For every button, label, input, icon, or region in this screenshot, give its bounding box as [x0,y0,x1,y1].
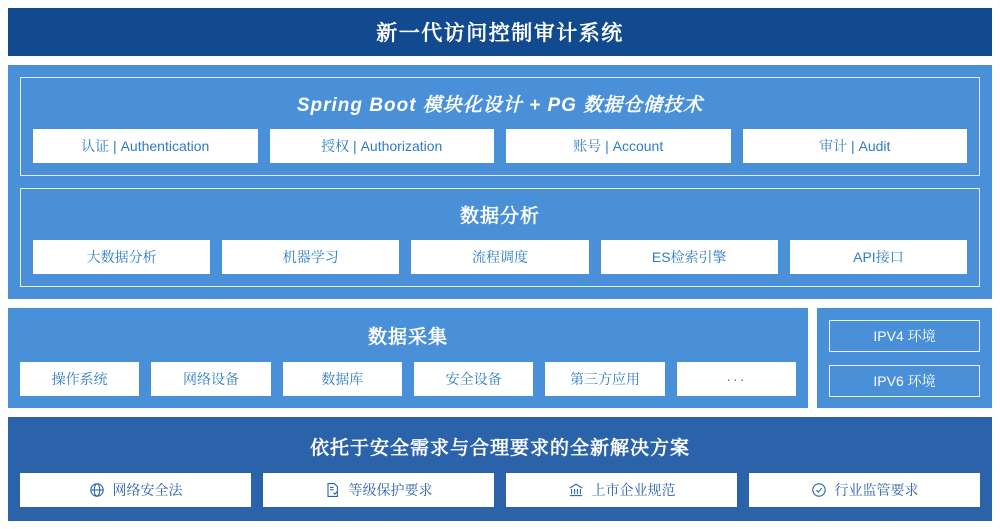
compliance-label-mlps: 等级保护要求 [348,482,433,498]
compliance-label-cybersecurity-law: 网络安全法 [112,482,183,498]
platform-section [8,65,992,299]
collection-item-third-party-app[interactable]: 第三方应用 [545,362,664,396]
analysis-item-process-scheduling[interactable]: 流程调度 [411,240,588,274]
data-analysis-panel [20,188,980,287]
core-item-account[interactable]: 账号 | Account [506,129,731,163]
collection-item-operating-system[interactable]: 操作系统 [20,362,139,396]
core-item-authentication[interactable]: 认证 | Authentication [33,129,258,163]
data-collection-items [20,362,796,396]
bank-icon [568,482,584,498]
compliance-label-industry-regulation: 行业监管要求 [834,482,919,498]
compliance-label-listed-company: 上市企业规范 [591,482,676,498]
core-platform-title: Spring Boot 模块化设计 + PG 数据仓储技术 [296,95,704,116]
network-env-ipv6[interactable]: IPV6 环境 [829,365,980,397]
core-item-authorization[interactable]: 授权 | Authorization [270,129,495,163]
compliance-section [8,417,992,521]
data-collection-title: 数据采集 [367,327,448,348]
data-analysis-items [33,240,967,274]
core-item-audit[interactable]: 审计 | Audit [743,129,968,163]
analysis-item-machine-learning[interactable]: 机器学习 [222,240,399,274]
collection-item-database[interactable]: 数据库 [283,362,402,396]
collection-item-security-device[interactable]: 安全设备 [414,362,533,396]
compliance-item-cybersecurity-law[interactable] [20,473,251,507]
network-environment-panel [817,308,992,408]
core-platform-items [33,129,967,163]
core-platform-panel [20,77,980,176]
compliance-title: 依托于安全需求与合理要求的全新解决方案 [309,438,690,459]
analysis-item-api[interactable]: API接口 [790,240,967,274]
compliance-item-mlps[interactable] [263,473,494,507]
collection-item-more[interactable]: ··· [677,362,796,396]
collection-item-network-device[interactable]: 网络设备 [151,362,270,396]
compliance-item-listed-company[interactable] [506,473,737,507]
page-title-banner [8,8,992,56]
globe-icon [89,482,105,498]
shield-check-icon [811,482,827,498]
analysis-item-es-search[interactable]: ES检索引擎 [601,240,778,274]
network-env-ipv4[interactable]: IPV4 环境 [829,320,980,352]
compliance-items [20,473,980,507]
page-title: 新一代访问控制审计系统 [376,22,624,45]
compliance-item-industry-regulation[interactable] [749,473,980,507]
data-collection-section [8,308,992,408]
data-collection-main [8,308,808,408]
document-check-icon [325,482,341,498]
data-analysis-title: 数据分析 [459,206,540,227]
analysis-item-big-data[interactable]: 大数据分析 [33,240,210,274]
